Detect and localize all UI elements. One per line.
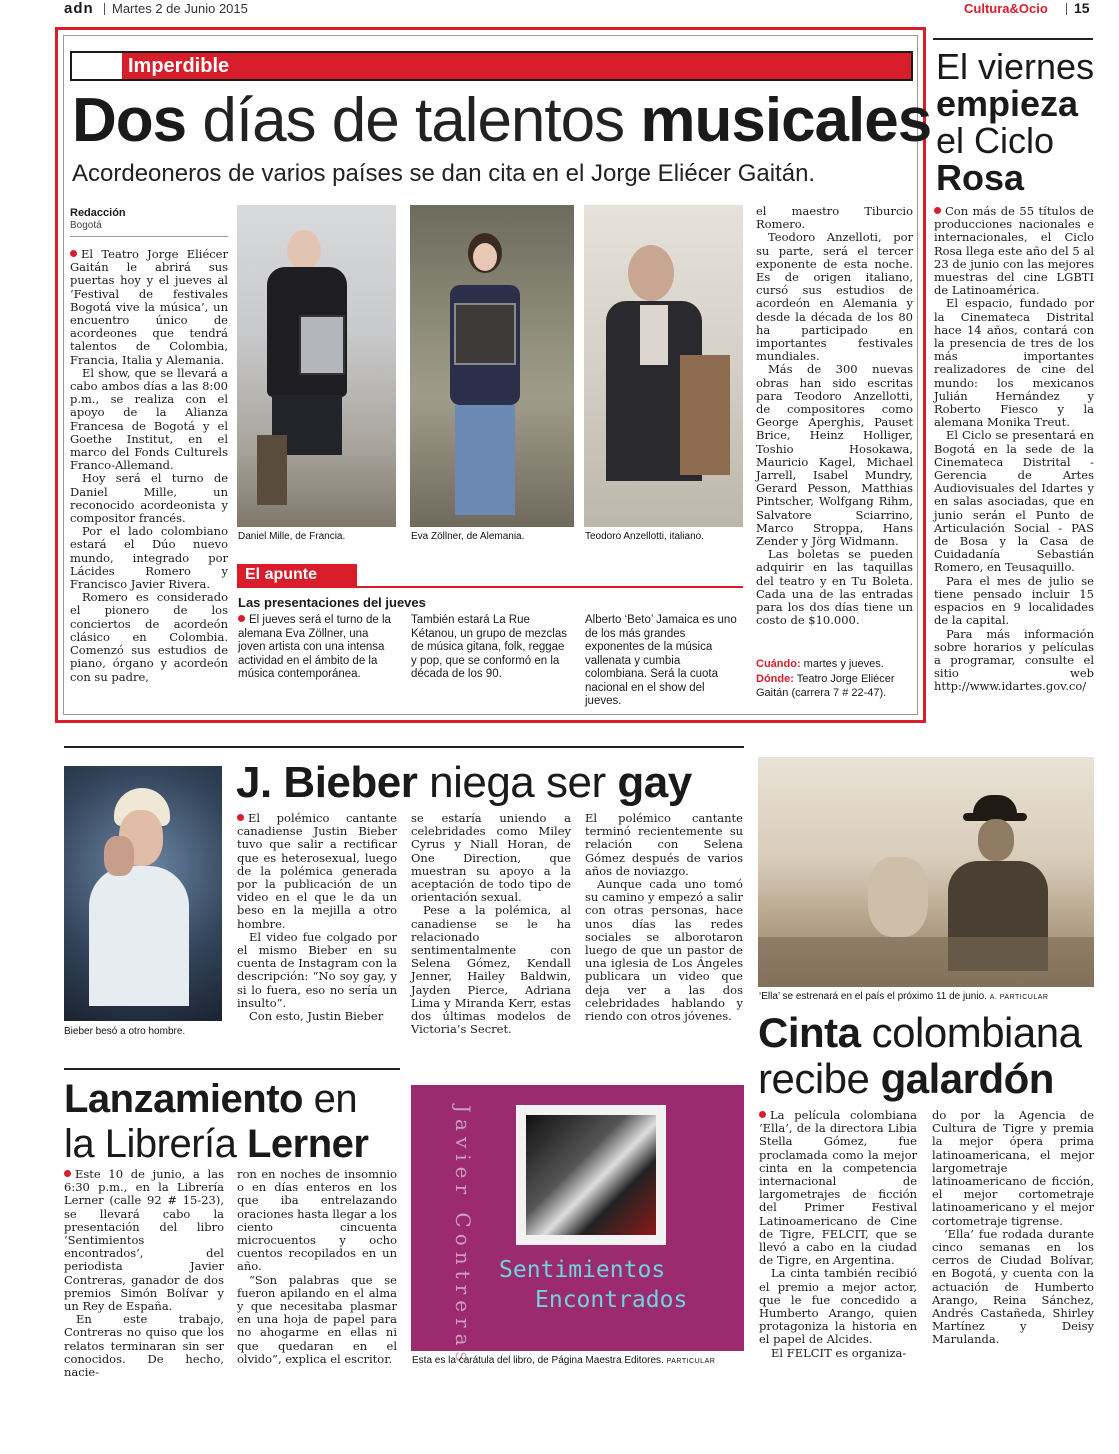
film-col1: La película colombiana ‘Ella’, de la directora Libia Stella Gómez, fue proclamada como la mejor cinta en la competencia internacional de largometrajes de ficción del Primer Festival Latinoamericano de Cine de Tigre, FELCIT, que se llevó a cabo en la ciudad de Tigre, en Argentina. La cinta también recibió el premio a mejor actor, que le fue concedido a Humberto Arango, quien protagoniza la historia en el papel de Alcides. El FELCIT es organiza-: [759, 1108, 917, 1360]
kicker-bar: [70, 51, 913, 81]
issue-date: Martes 2 de Junio 2015: [112, 1, 248, 16]
cover-author: Javier Contreras: [451, 1105, 475, 1368]
kicker: Imperdible: [128, 55, 230, 77]
byline: Redacción: [70, 207, 126, 219]
caption-eva-zollner: Eva Zöllner, de Alemania.: [411, 531, 525, 542]
apunte-label: El apunte: [245, 566, 318, 583]
side-headline: El viernes empieza el Ciclo Rosa: [936, 46, 1095, 198]
caption-book: Esta es la carátula del libro, de Página Maestra Editores. PARTICULAR: [412, 1355, 716, 1366]
section-name: Cultura&Ocio: [964, 1, 1048, 16]
main-headline: Dos días de talentos musicales: [72, 86, 932, 155]
film-headline: Cinta colombiana recibe galardón: [758, 1009, 1082, 1102]
photo-teodoro-anzellotti: [584, 205, 743, 527]
photo-daniel-mille: [237, 205, 396, 527]
logo: adn: [64, 0, 94, 17]
apunte-col2: También estará La Rue Kétanou, un grupo de mezclas de música gitana, folk, reggae y pop, que se conformó en la década de los 90.: [411, 614, 567, 680]
book-col1: Este 10 de junio, a las 6:30 p.m., en la Librería Lerner (calle 92 # 15-23), se llevará cabo la presentación del libro ‘Sentimientos encontrados’, del periodista Javier Contreras, ganador de dos premios Simón Bolívar y un Rey de España. En este trabajo, Contreras no quiso que los relatos terminaran sin ser conocidos. De hecho, nacie-: [64, 1167, 224, 1380]
caption-bieber: Bieber besó a otro hombre.: [64, 1026, 186, 1037]
side-story-body: Con más de 55 títulos de producciones nacionales e internacionales, el Ciclo Rosa llega este año del 5 al 23 de junio con las mejores muestras del cine LGBTI de Latinoamérica. El espacio, fundado por la Cinemateca Distrital hace 14 años, contará con la presencia de tres de los más importantes realizadores de cine del mundo: los mexicanos Julián Hernández y Roberto Fiesco y la alemana Monika Treut. El Ciclo se presentará en Bogotá en la sede de la Cinemateca Distrital - Gerencia de Artes Audiovisuales del Idartes y en salas asociadas, que en junio serán el Punto de Articulación Social - PAS de Bosa y la Casa de Cuidadanía Sebastián Romero, en Teusaquillo. Para el mes de julio se tiene pensado incluir 15 espacios en 9 localidades de la capital. Para más información sobre horarios y películas a programar, consulte el sitio web http://www.idartes.gov.co/: [934, 204, 1094, 694]
photo-justin-bieber: [64, 766, 222, 1021]
photo-ella-film: [758, 757, 1094, 987]
bieber-col2: se estaría uniendo a celebridades como Miley Cyrus y Niall Horan, de One Direction, que muestran su apoyo a la aceptación de todo tipo de orientación sexual. Pese a la polémica, al canadiense se le ha relacionado sentimentalmente con Selena Gómez, Kendall Jenner, Hailey Baldwin, Jayden Pierce, Adriana Lima y Miranda Kerr, estas dos últimas modelos de Victoria’s Secret.: [411, 811, 571, 1037]
apunte-col3: Alberto ‘Beto’ Jamaica es uno de los más grandes exponentes de la música vallenata y cumbia colombiana. Será la cuota nacional en el show del jueves.: [585, 614, 737, 707]
caption-ella: ‘Ella’ se estrenará en el país el próximo 11 de junio. A. PARTICULAR: [759, 991, 1049, 1002]
page-number: 15: [1074, 0, 1090, 16]
book-headline: Lanzamiento en la Librería Lerner: [64, 1077, 369, 1166]
byline-location: Bogotá: [70, 220, 102, 231]
caption-daniel-mille: Daniel Mille, de Francia.: [238, 531, 346, 542]
apunte-col1: El jueves será el turno de la alemana Eva Zöllner, una joven artista con una intensa actividad en el ámbito de la música contemporánea.: [238, 614, 391, 680]
main-story-col1: El Teatro Jorge Eliécer Gaitán le abrirá sus puertas hoy y el jueves al ‘Festival de festivales Bogotá vive la música’, un encuentro único de acordeones que tendrá talentos de Colombia, Francia, Italia y Alemania. El show, que se llevará a cabo ambos días a las 8:00 p.m., se realiza con el apoyo de la Alianza Francesa de Bogotá y el Goethe Institut, en el marco del Fonds Culturels Franco-Allemand. Hoy será el turno de Daniel Mille, un reconocido acordeonista y compositor francés. Por el lado colombiano estará el Dúo nuevo mundo, integrado por Lácides Romero y Francisco Javier Rivera. Romero es considerado el pionero de los conciertos de acordeón clásico en Colombia. Comenzó sus estudios de piano, órgano y acordeón con su padre,: [70, 247, 228, 684]
page-header: [0, 0, 1119, 20]
apunte-label-bar: [237, 564, 743, 588]
photo-eva-zollner: [410, 205, 574, 527]
info-when: Cuándo: martes y jueves.: [756, 658, 884, 670]
apunte-title: Las presentaciones del jueves: [238, 595, 426, 610]
info-where: Dónde: Teatro Jorge Eliécer Gaitán (carrera 7 # 22-47).: [756, 673, 895, 699]
main-subheadline: Acordeoneros de varios países se dan cita en el Jorge Eliécer Gaitán.: [72, 160, 816, 187]
film-col2: do por la Agencia de Cultura de Tigre y premia la mejor ópera prima latinoamericana, el mejor largometraje latinoamericano de ficción, el mejor cortometraje latinoamericano y el mejor cortometraje tigrense. ‘Ella’ fue rodada durante cinco semanas en los cerros de Ciudad Bolívar, en Bogotá, y cuenta con la actuación de Humberto Arango, Reina Sánchez, Andrés Castañeda, Shirley Martínez y Deisy Marulanda.: [932, 1108, 1094, 1347]
book-col2: ron en noches de insomnio o en días enteros en los que iba entrelazando oraciones hasta llegar a los ciento cincuenta microcuentos y ocho cuentos recopilados en un año. “Son palabras que se fueron apilando en el alma y que necesitaba plasmar en una hoja de papel para no ahogarme en ellas ni que quedaran en el olvido”, explica el escritor.: [237, 1167, 397, 1366]
bieber-col1: El polémico cantante canadiense Justin Bieber tuvo que salir a rectificar que es heterosexual, luego de la polémica generada por la publicación de un video en el que le da un beso en la mejilla a otro hombre. El video fue colgado por el mismo Bieber en su cuenta de Instagram con la descripción: “No soy gay, y si lo fuera, eso no sería un insulto”. Con esto, Justin Bieber: [237, 811, 397, 1024]
bieber-col3: El polémico cantante terminó recientemente su relación con Selena Gómez después de varios años de noviazgo. Aunque cada uno tomó su camino y empezó a salir con otras personas, hace unos días las redes sociales se alborotaron luego de que un pastor de una iglesia de Los Ángeles publicara un video que deja ver a las dos celebridades hablando y riendo con otros jóvenes.: [585, 811, 743, 1024]
main-story-col-right: el maestro Tiburcio Romero. Teodoro Anzelloti, por su parte, será el tercer exponente de esta noche. Es de origen italiano, cursó sus estudios de acordeón en Alemania y desde la década de los 80 ha participado en importantes festivales mundiales. Más de 300 nuevas obras han sido escritas para Teodoro Anzellotti, de compositores como George Aperghis, Pauset Brice, Heinz Holliger, Toshio Hosokawa, Mauricio Kagel, Michael Jarrell, Isabel Mundry, Gerard Pesson, Matthias Pintscher, Wolfgang Rihm, Salvatore Sciarrino, Marco Stroppa, Hans Zender y Jörg Widmann. Las boletas se pueden adquirir en las taquillas del teatro y en Tu Boleta. Cada una de las entradas para los dos días tiene un costo de $10.000.: [756, 204, 913, 628]
cover-title: Sentimientos Encontrados: [499, 1257, 688, 1313]
bieber-headline: J. Bieber niega ser gay: [236, 758, 692, 807]
caption-teodoro-anzellotti: Teodoro Anzellotti, italiano.: [585, 531, 704, 542]
